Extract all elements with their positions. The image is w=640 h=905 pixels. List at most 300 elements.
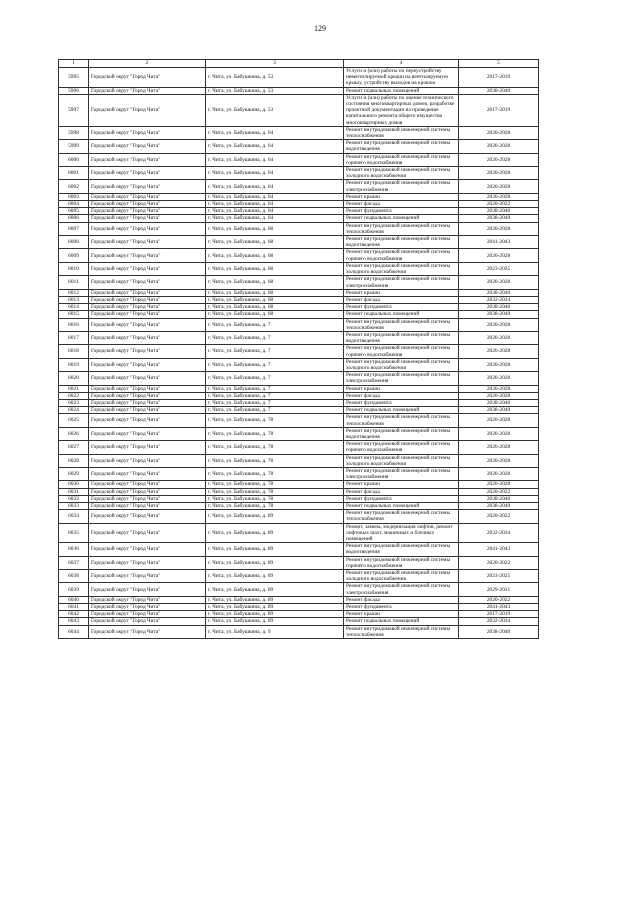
table-row	[59, 407, 539, 414]
municipality-cell: Городской округ "Город Чита"	[89, 625, 206, 638]
table-row	[59, 618, 539, 625]
row-number-cell: 6041	[59, 604, 89, 611]
row-number-cell: 6040	[59, 596, 89, 603]
municipality-cell: Городской округ "Город Чита"	[89, 523, 206, 543]
municipality-cell: Городской округ "Город Чита"	[89, 454, 206, 467]
table-row	[59, 495, 539, 502]
municipality-cell: Городской округ "Город Чита"	[89, 140, 206, 153]
work-type-cell: Ремонт внутридомовой инженерной системы теплоснабжения	[344, 126, 459, 139]
municipality-cell: Городской округ "Город Чита"	[89, 262, 206, 275]
address-cell: г. Чита, ул. Бабушкина, д. 64	[206, 215, 344, 222]
work-type-cell: Ремонт фундамента	[344, 208, 459, 215]
address-cell: г. Чита, ул. Бабушкина, д. 89	[206, 611, 344, 618]
work-type-cell: Ремонт внутридомовой инженерной системы водоотведения	[344, 331, 459, 344]
address-cell: г. Чита, ул. Бабушкина, д. 68	[206, 262, 344, 275]
table-body	[59, 68, 539, 639]
row-number-cell: 6029	[59, 467, 89, 480]
period-cell: 2017-2019	[459, 68, 539, 88]
table-row	[59, 467, 539, 480]
municipality-cell: Городской округ "Город Чита"	[89, 289, 206, 296]
work-type-cell: Ремонт внутридомовой инженерной системы электроснабжения	[344, 180, 459, 193]
row-number-cell: 6035	[59, 523, 89, 543]
period-cell: 2029-2031	[459, 583, 539, 596]
period-cell: 2023-2025	[459, 570, 539, 583]
work-type-cell: Услуги и (или) работы по переустройству невентилируемой крыши на вентилируемую крышу, устройству выходов на кровлю	[344, 68, 459, 88]
row-number-cell: 6021	[59, 385, 89, 392]
table-row	[59, 222, 539, 235]
municipality-cell: Городской округ "Город Чита"	[89, 556, 206, 569]
table-row	[59, 296, 539, 303]
work-type-cell: Ремонт фундамента	[344, 399, 459, 406]
row-number-cell: 6037	[59, 556, 89, 569]
row-number-cell: 6033	[59, 503, 89, 510]
table-row	[59, 304, 539, 311]
table-header-row	[59, 60, 539, 68]
municipality-cell: Городской округ "Город Чита"	[89, 481, 206, 488]
period-cell: 2026-2028	[459, 249, 539, 262]
address-cell: г. Чита, ул. Бабушкина, д. 68	[206, 304, 344, 311]
row-number-cell: 6017	[59, 331, 89, 344]
address-cell: г. Чита, ул. Бабушкина, д. 64	[206, 180, 344, 193]
period-cell: 2032-2034	[459, 296, 539, 303]
address-cell: г. Чита, ул. Бабушкина, д. 78	[206, 414, 344, 427]
municipality-cell: Городской округ "Город Чита"	[89, 87, 206, 94]
row-number-cell: 6006	[59, 215, 89, 222]
work-type-cell: Ремонт крыши	[344, 611, 459, 618]
work-type-cell: Ремонт внутридомовой инженерной системы холодного водоснабжения	[344, 454, 459, 467]
table-row	[59, 611, 539, 618]
address-cell: г. Чита, ул. Бабушкина, д. 68	[206, 236, 344, 249]
work-type-cell: Ремонт фасада	[344, 296, 459, 303]
period-cell: 2017-2019	[459, 611, 539, 618]
municipality-cell: Городской округ "Город Чита"	[89, 345, 206, 358]
table-row	[59, 454, 539, 467]
period-cell: 2026-2028	[459, 372, 539, 385]
row-number-cell: 6044	[59, 625, 89, 638]
municipality-cell: Городской округ "Город Чита"	[89, 414, 206, 427]
address-cell: г. Чита, ул. Бабушкина, д. 53	[206, 87, 344, 94]
municipality-cell: Городской округ "Город Чита"	[89, 372, 206, 385]
municipality-cell: Городской округ "Город Чита"	[89, 201, 206, 208]
address-cell: г. Чита, ул. Бабушкина, д. 89	[206, 523, 344, 543]
address-cell: г. Чита, ул. Бабушкина, д. 64	[206, 153, 344, 166]
work-type-cell: Ремонт внутридомовой инженерной системы теплоснабжения	[344, 318, 459, 331]
table-row	[59, 215, 539, 222]
period-cell: 2026-2028	[459, 392, 539, 399]
table-row	[59, 488, 539, 495]
table-row	[59, 385, 539, 392]
work-type-cell: Ремонт внутридомовой инженерной системы горячего водоснабжения	[344, 556, 459, 569]
municipality-cell: Городской округ "Город Чита"	[89, 570, 206, 583]
municipality-cell: Городской округ "Город Чита"	[89, 399, 206, 406]
row-number-cell: 6013	[59, 296, 89, 303]
work-type-cell: Ремонт внутридомовой инженерной системы водоотведения	[344, 140, 459, 153]
address-cell: г. Чита, ул. Бабушкина, д. 7	[206, 399, 344, 406]
work-type-cell: Ремонт внутридомовой инженерной системы электроснабжения	[344, 583, 459, 596]
row-number-cell: 6004	[59, 201, 89, 208]
address-cell: г. Чита, ул. Бабушкина, д. 64	[206, 140, 344, 153]
address-cell: г. Чита, ул. Бабушкина, д. 78	[206, 481, 344, 488]
address-cell: г. Чита, ул. Бабушкина, д. 64	[206, 208, 344, 215]
table-row	[59, 87, 539, 94]
table-row	[59, 441, 539, 454]
table-row	[59, 311, 539, 318]
municipality-cell: Городской округ "Город Чита"	[89, 503, 206, 510]
work-type-cell: Ремонт фасада	[344, 392, 459, 399]
work-type-cell: Услуги и (или) работы по оценке технического состояния многоквартирных домов, разработке проектной документации на проведение капитального ремонта общего имущества многоквартирных домов	[344, 94, 459, 126]
row-number-cell: 6030	[59, 481, 89, 488]
period-cell: 2038-2040	[459, 87, 539, 94]
row-number-cell: 6002	[59, 180, 89, 193]
work-type-cell: Ремонт крыши	[344, 193, 459, 200]
work-type-cell: Ремонт подвальных помещений	[344, 407, 459, 414]
address-cell: г. Чита, ул. Бабушкина, д. 68	[206, 289, 344, 296]
municipality-cell: Городской округ "Город Чита"	[89, 543, 206, 556]
table-row	[59, 289, 539, 296]
page-number: 129	[314, 24, 326, 33]
municipality-cell: Городской округ "Город Чита"	[89, 467, 206, 480]
address-cell: г. Чита, ул. Бабушкина, д. 89	[206, 510, 344, 523]
table-row	[59, 570, 539, 583]
table-row	[59, 583, 539, 596]
municipality-cell: Городской округ "Город Чита"	[89, 276, 206, 289]
row-number-cell: 6007	[59, 222, 89, 235]
address-cell: г. Чита, ул. Бабушкина, д. 7	[206, 331, 344, 344]
work-type-cell: Ремонт внутридомовой инженерной системы электроснабжения	[344, 372, 459, 385]
work-type-cell: Ремонт фасада	[344, 201, 459, 208]
period-cell: 2023-2025	[459, 262, 539, 275]
address-cell: г. Чита, ул. Бабушкина, д. 89	[206, 596, 344, 603]
period-cell: 2017-2019	[459, 94, 539, 126]
work-type-cell: Ремонт внутридомовой инженерной системы теплоснабжения	[344, 510, 459, 523]
work-type-cell: Ремонт внутридомовой инженерной системы холодного водоснабжения	[344, 570, 459, 583]
work-type-cell: Ремонт подвальных помещений	[344, 503, 459, 510]
address-cell: г. Чита, ул. Бабушкина, д. 78	[206, 441, 344, 454]
period-cell: 2038-2040	[459, 208, 539, 215]
table-row	[59, 523, 539, 543]
municipality-cell: Городской округ "Город Чита"	[89, 296, 206, 303]
municipality-cell: Городской округ "Город Чита"	[89, 407, 206, 414]
table-row	[59, 556, 539, 569]
row-number-cell: 6009	[59, 249, 89, 262]
work-type-cell: Ремонт внутридомовой инженерной системы электроснабжения	[344, 467, 459, 480]
table-row	[59, 345, 539, 358]
work-type-cell: Ремонт внутридомовой инженерной системы водоотведения	[344, 236, 459, 249]
table-row	[59, 94, 539, 126]
period-cell: 2038-2040	[459, 407, 539, 414]
column-header: 5	[459, 60, 539, 68]
work-type-cell: Ремонт фасада	[344, 596, 459, 603]
row-number-cell: 6042	[59, 611, 89, 618]
municipality-cell: Городской округ "Город Чита"	[89, 385, 206, 392]
work-type-cell: Ремонт подвальных помещений	[344, 215, 459, 222]
municipality-cell: Городской округ "Город Чита"	[89, 167, 206, 180]
row-number-cell: 6039	[59, 583, 89, 596]
work-type-cell: Ремонт подвальных помещений	[344, 618, 459, 625]
address-cell: г. Чита, ул. Бабушкина, д. 89	[206, 556, 344, 569]
row-number-cell: 6018	[59, 345, 89, 358]
row-number-cell: 5999	[59, 140, 89, 153]
address-cell: г. Чита, ул. Бабушкина, д. 68	[206, 296, 344, 303]
row-number-cell: 6022	[59, 392, 89, 399]
period-cell: 2032-2034	[459, 618, 539, 625]
period-cell: 2026-2028	[459, 454, 539, 467]
row-number-cell: 6001	[59, 167, 89, 180]
municipality-cell: Городской округ "Город Чита"	[89, 215, 206, 222]
table-row	[59, 596, 539, 603]
row-number-cell: 5996	[59, 87, 89, 94]
row-number-cell: 6011	[59, 276, 89, 289]
row-number-cell: 6020	[59, 372, 89, 385]
address-cell: г. Чита, ул. Бабушкина, д. 7	[206, 318, 344, 331]
municipality-cell: Городской округ "Город Чита"	[89, 304, 206, 311]
period-cell: 2020-2022	[459, 488, 539, 495]
municipality-cell: Городской округ "Город Чита"	[89, 427, 206, 440]
row-number-cell: 6032	[59, 495, 89, 502]
municipality-cell: Городской округ "Город Чита"	[89, 583, 206, 596]
period-cell: 2020-2022	[459, 201, 539, 208]
address-cell: г. Чита, ул. Бабушкина, д. 68	[206, 276, 344, 289]
column-header: 4	[344, 60, 459, 68]
table-row	[59, 193, 539, 200]
table-row	[59, 153, 539, 166]
table-row	[59, 180, 539, 193]
work-type-cell: Ремонт подвальных помещений	[344, 311, 459, 318]
work-type-cell: Ремонт внутридомовой инженерной системы горячего водоснабжения	[344, 153, 459, 166]
row-number-cell: 6010	[59, 262, 89, 275]
table-row	[59, 392, 539, 399]
table-row	[59, 481, 539, 488]
municipality-cell: Городской округ "Город Чита"	[89, 441, 206, 454]
period-cell: 2026-2028	[459, 153, 539, 166]
table-row	[59, 503, 539, 510]
table-row	[59, 276, 539, 289]
address-cell: г. Чита, ул. Бабушкина, д. 78	[206, 495, 344, 502]
period-cell: 2038-2040	[459, 625, 539, 638]
municipality-cell: Городской округ "Город Чита"	[89, 222, 206, 235]
row-number-cell: 6016	[59, 318, 89, 331]
table-row	[59, 68, 539, 88]
address-cell: г. Чита, ул. Бабушкина, д. 89	[206, 543, 344, 556]
row-number-cell: 6034	[59, 510, 89, 523]
table-row	[59, 236, 539, 249]
row-number-cell: 6025	[59, 414, 89, 427]
address-cell: г. Чита, ул. Бабушкина, д. 78	[206, 503, 344, 510]
work-type-cell: Ремонт внутридомовой инженерной системы теплоснабжения	[344, 625, 459, 638]
address-cell: г. Чита, ул. Бабушкина, д. 78	[206, 454, 344, 467]
table-row	[59, 543, 539, 556]
work-type-cell: Ремонт внутридомовой инженерной системы горячего водоснабжения	[344, 249, 459, 262]
row-number-cell: 6026	[59, 427, 89, 440]
municipality-cell: Городской округ "Город Чита"	[89, 318, 206, 331]
work-type-cell: Ремонт подвальных помещений	[344, 87, 459, 94]
period-cell: 2026-2028	[459, 193, 539, 200]
period-cell: 2041-2043	[459, 236, 539, 249]
municipality-cell: Городской округ "Город Чита"	[89, 618, 206, 625]
municipality-cell: Городской округ "Город Чита"	[89, 495, 206, 502]
address-cell: г. Чита, ул. Бабушкина, д. 7	[206, 345, 344, 358]
municipality-cell: Городской округ "Город Чита"	[89, 488, 206, 495]
period-cell: 2038-2040	[459, 399, 539, 406]
table-row	[59, 140, 539, 153]
address-cell: г. Чита, ул. Бабушкина, д. 64	[206, 201, 344, 208]
table-row	[59, 414, 539, 427]
work-type-cell: Ремонт крыши	[344, 481, 459, 488]
work-type-cell: Ремонт внутридомовой инженерной системы теплоснабжения	[344, 414, 459, 427]
row-number-cell: 6005	[59, 208, 89, 215]
column-header: 1	[59, 60, 89, 68]
municipality-cell: Городской округ "Город Чита"	[89, 596, 206, 603]
table-row	[59, 372, 539, 385]
address-cell: г. Чита, ул. Бабушкина, д. 68	[206, 311, 344, 318]
work-type-cell: Ремонт фундамента	[344, 604, 459, 611]
municipality-cell: Городской округ "Город Чита"	[89, 236, 206, 249]
municipality-cell: Городской округ "Город Чита"	[89, 331, 206, 344]
row-number-cell: 6028	[59, 454, 89, 467]
period-cell: 2020-2022	[459, 596, 539, 603]
table-row	[59, 318, 539, 331]
period-cell: 2026-2028	[459, 441, 539, 454]
row-number-cell: 6027	[59, 441, 89, 454]
table-row	[59, 167, 539, 180]
repair-schedule-table	[58, 59, 539, 639]
address-cell: г. Чита, ул. Бабушкина, д. 89	[206, 583, 344, 596]
table-row	[59, 399, 539, 406]
work-type-cell: Ремонт внутридомовой инженерной системы электроснабжения	[344, 276, 459, 289]
table-row	[59, 604, 539, 611]
row-number-cell: 5998	[59, 126, 89, 139]
address-cell: г. Чита, ул. Бабушкина, д. 64	[206, 167, 344, 180]
work-type-cell: Ремонт фундамента	[344, 304, 459, 311]
address-cell: г. Чита, ул. Бабушкина, д. 53	[206, 94, 344, 126]
period-cell: 2026-2028	[459, 167, 539, 180]
table-row	[59, 625, 539, 638]
period-cell: 2041-2043	[459, 604, 539, 611]
municipality-cell: Городской округ "Город Чита"	[89, 193, 206, 200]
municipality-cell: Городской округ "Город Чита"	[89, 611, 206, 618]
table-row	[59, 427, 539, 440]
work-type-cell: Ремонт внутридомовой инженерной системы теплоснабжения	[344, 222, 459, 235]
address-cell: г. Чита, ул. Бабушкина, д. 7	[206, 372, 344, 385]
work-type-cell: Ремонт внутридомовой инженерной системы водоотведения	[344, 543, 459, 556]
work-type-cell: Ремонт внутридомовой инженерной системы горячего водоснабжения	[344, 345, 459, 358]
period-cell: 2026-2028	[459, 222, 539, 235]
row-number-cell: 6015	[59, 311, 89, 318]
period-cell: 2026-2028	[459, 481, 539, 488]
municipality-cell: Городской округ "Город Чита"	[89, 311, 206, 318]
period-cell: 2026-2028	[459, 414, 539, 427]
table-row	[59, 126, 539, 139]
address-cell: г. Чита, ул. Бабушкина, д. 9	[206, 625, 344, 638]
row-number-cell: 6023	[59, 399, 89, 406]
municipality-cell: Городской округ "Город Чита"	[89, 94, 206, 126]
address-cell: г. Чита, ул. Бабушкина, д. 78	[206, 427, 344, 440]
column-header: 3	[206, 60, 344, 68]
work-type-cell: Ремонт внутридомовой инженерной системы водоотведения	[344, 427, 459, 440]
period-cell: 2038-2040	[459, 495, 539, 502]
period-cell: 2026-2028	[459, 385, 539, 392]
work-type-cell: Ремонт внутридомовой инженерной системы горячего водоснабжения	[344, 441, 459, 454]
period-cell: 2026-2028	[459, 358, 539, 371]
municipality-cell: Городской округ "Город Чита"	[89, 358, 206, 371]
work-type-cell: Ремонт, замена, модернизация лифтов, ремонт лифтовых шахт, машинных и блочных помещений	[344, 523, 459, 543]
address-cell: г. Чита, ул. Бабушкина, д. 68	[206, 222, 344, 235]
row-number-cell: 6019	[59, 358, 89, 371]
work-type-cell: Ремонт крыши	[344, 289, 459, 296]
period-cell: 2026-2028	[459, 467, 539, 480]
address-cell: г. Чита, ул. Бабушкина, д. 89	[206, 570, 344, 583]
municipality-cell: Городской округ "Город Чита"	[89, 392, 206, 399]
work-type-cell: Ремонт крыши	[344, 385, 459, 392]
row-number-cell: 6038	[59, 570, 89, 583]
table-row	[59, 262, 539, 275]
work-type-cell: Ремонт фундамента	[344, 495, 459, 502]
address-cell: г. Чита, ул. Бабушкина, д. 78	[206, 467, 344, 480]
period-cell: 2020-2022	[459, 556, 539, 569]
row-number-cell: 5997	[59, 94, 89, 126]
municipality-cell: Городской округ "Город Чита"	[89, 153, 206, 166]
address-cell: г. Чита, ул. Бабушкина, д. 64	[206, 193, 344, 200]
row-number-cell: 6036	[59, 543, 89, 556]
period-cell: 2038-2040	[459, 304, 539, 311]
municipality-cell: Городской округ "Город Чита"	[89, 180, 206, 193]
address-cell: г. Чита, ул. Бабушкина, д. 7	[206, 392, 344, 399]
table-row	[59, 208, 539, 215]
period-cell: 2038-2040	[459, 503, 539, 510]
municipality-cell: Городской округ "Город Чита"	[89, 249, 206, 262]
address-cell: г. Чита, ул. Бабушкина, д. 7	[206, 385, 344, 392]
row-number-cell: 5995	[59, 68, 89, 88]
work-type-cell: Ремонт фасада	[344, 488, 459, 495]
period-cell: 2041-2043	[459, 543, 539, 556]
address-cell: г. Чита, ул. Бабушкина, д. 53	[206, 68, 344, 88]
period-cell: 2026-2028	[459, 345, 539, 358]
address-cell: г. Чита, ул. Бабушкина, д. 7	[206, 358, 344, 371]
period-cell: 2038-2040	[459, 311, 539, 318]
period-cell: 2026-2028	[459, 180, 539, 193]
period-cell: 2038-2040	[459, 215, 539, 222]
table-row	[59, 358, 539, 371]
municipality-cell: Городской округ "Город Чита"	[89, 68, 206, 88]
municipality-cell: Городской округ "Город Чита"	[89, 208, 206, 215]
address-cell: г. Чита, ул. Бабушкина, д. 78	[206, 488, 344, 495]
row-number-cell: 6043	[59, 618, 89, 625]
address-cell: г. Чита, ул. Бабушкина, д. 68	[206, 249, 344, 262]
municipality-cell: Городской округ "Город Чита"	[89, 604, 206, 611]
period-cell: 2026-2028	[459, 318, 539, 331]
period-cell: 2026-2028	[459, 126, 539, 139]
row-number-cell: 6031	[59, 488, 89, 495]
row-number-cell: 6003	[59, 193, 89, 200]
row-number-cell: 6008	[59, 236, 89, 249]
work-type-cell: Ремонт внутридомовой инженерной системы холодного водоснабжения	[344, 167, 459, 180]
period-cell: 2026-2028	[459, 427, 539, 440]
period-cell: 2032-2034	[459, 523, 539, 543]
table-row	[59, 201, 539, 208]
table-row	[59, 510, 539, 523]
address-cell: г. Чита, ул. Бабушкина, д. 64	[206, 126, 344, 139]
work-type-cell: Ремонт внутридомовой инженерной системы холодного водоснабжения	[344, 262, 459, 275]
period-cell: 2026-2028	[459, 276, 539, 289]
period-cell: 2038-2040	[459, 289, 539, 296]
row-number-cell: 6024	[59, 407, 89, 414]
address-cell: г. Чита, ул. Бабушкина, д. 7	[206, 407, 344, 414]
period-cell: 2026-2028	[459, 140, 539, 153]
table-row	[59, 331, 539, 344]
address-cell: г. Чита, ул. Бабушкина, д. 89	[206, 604, 344, 611]
municipality-cell: Городской округ "Город Чита"	[89, 126, 206, 139]
column-header: 2	[89, 60, 206, 68]
